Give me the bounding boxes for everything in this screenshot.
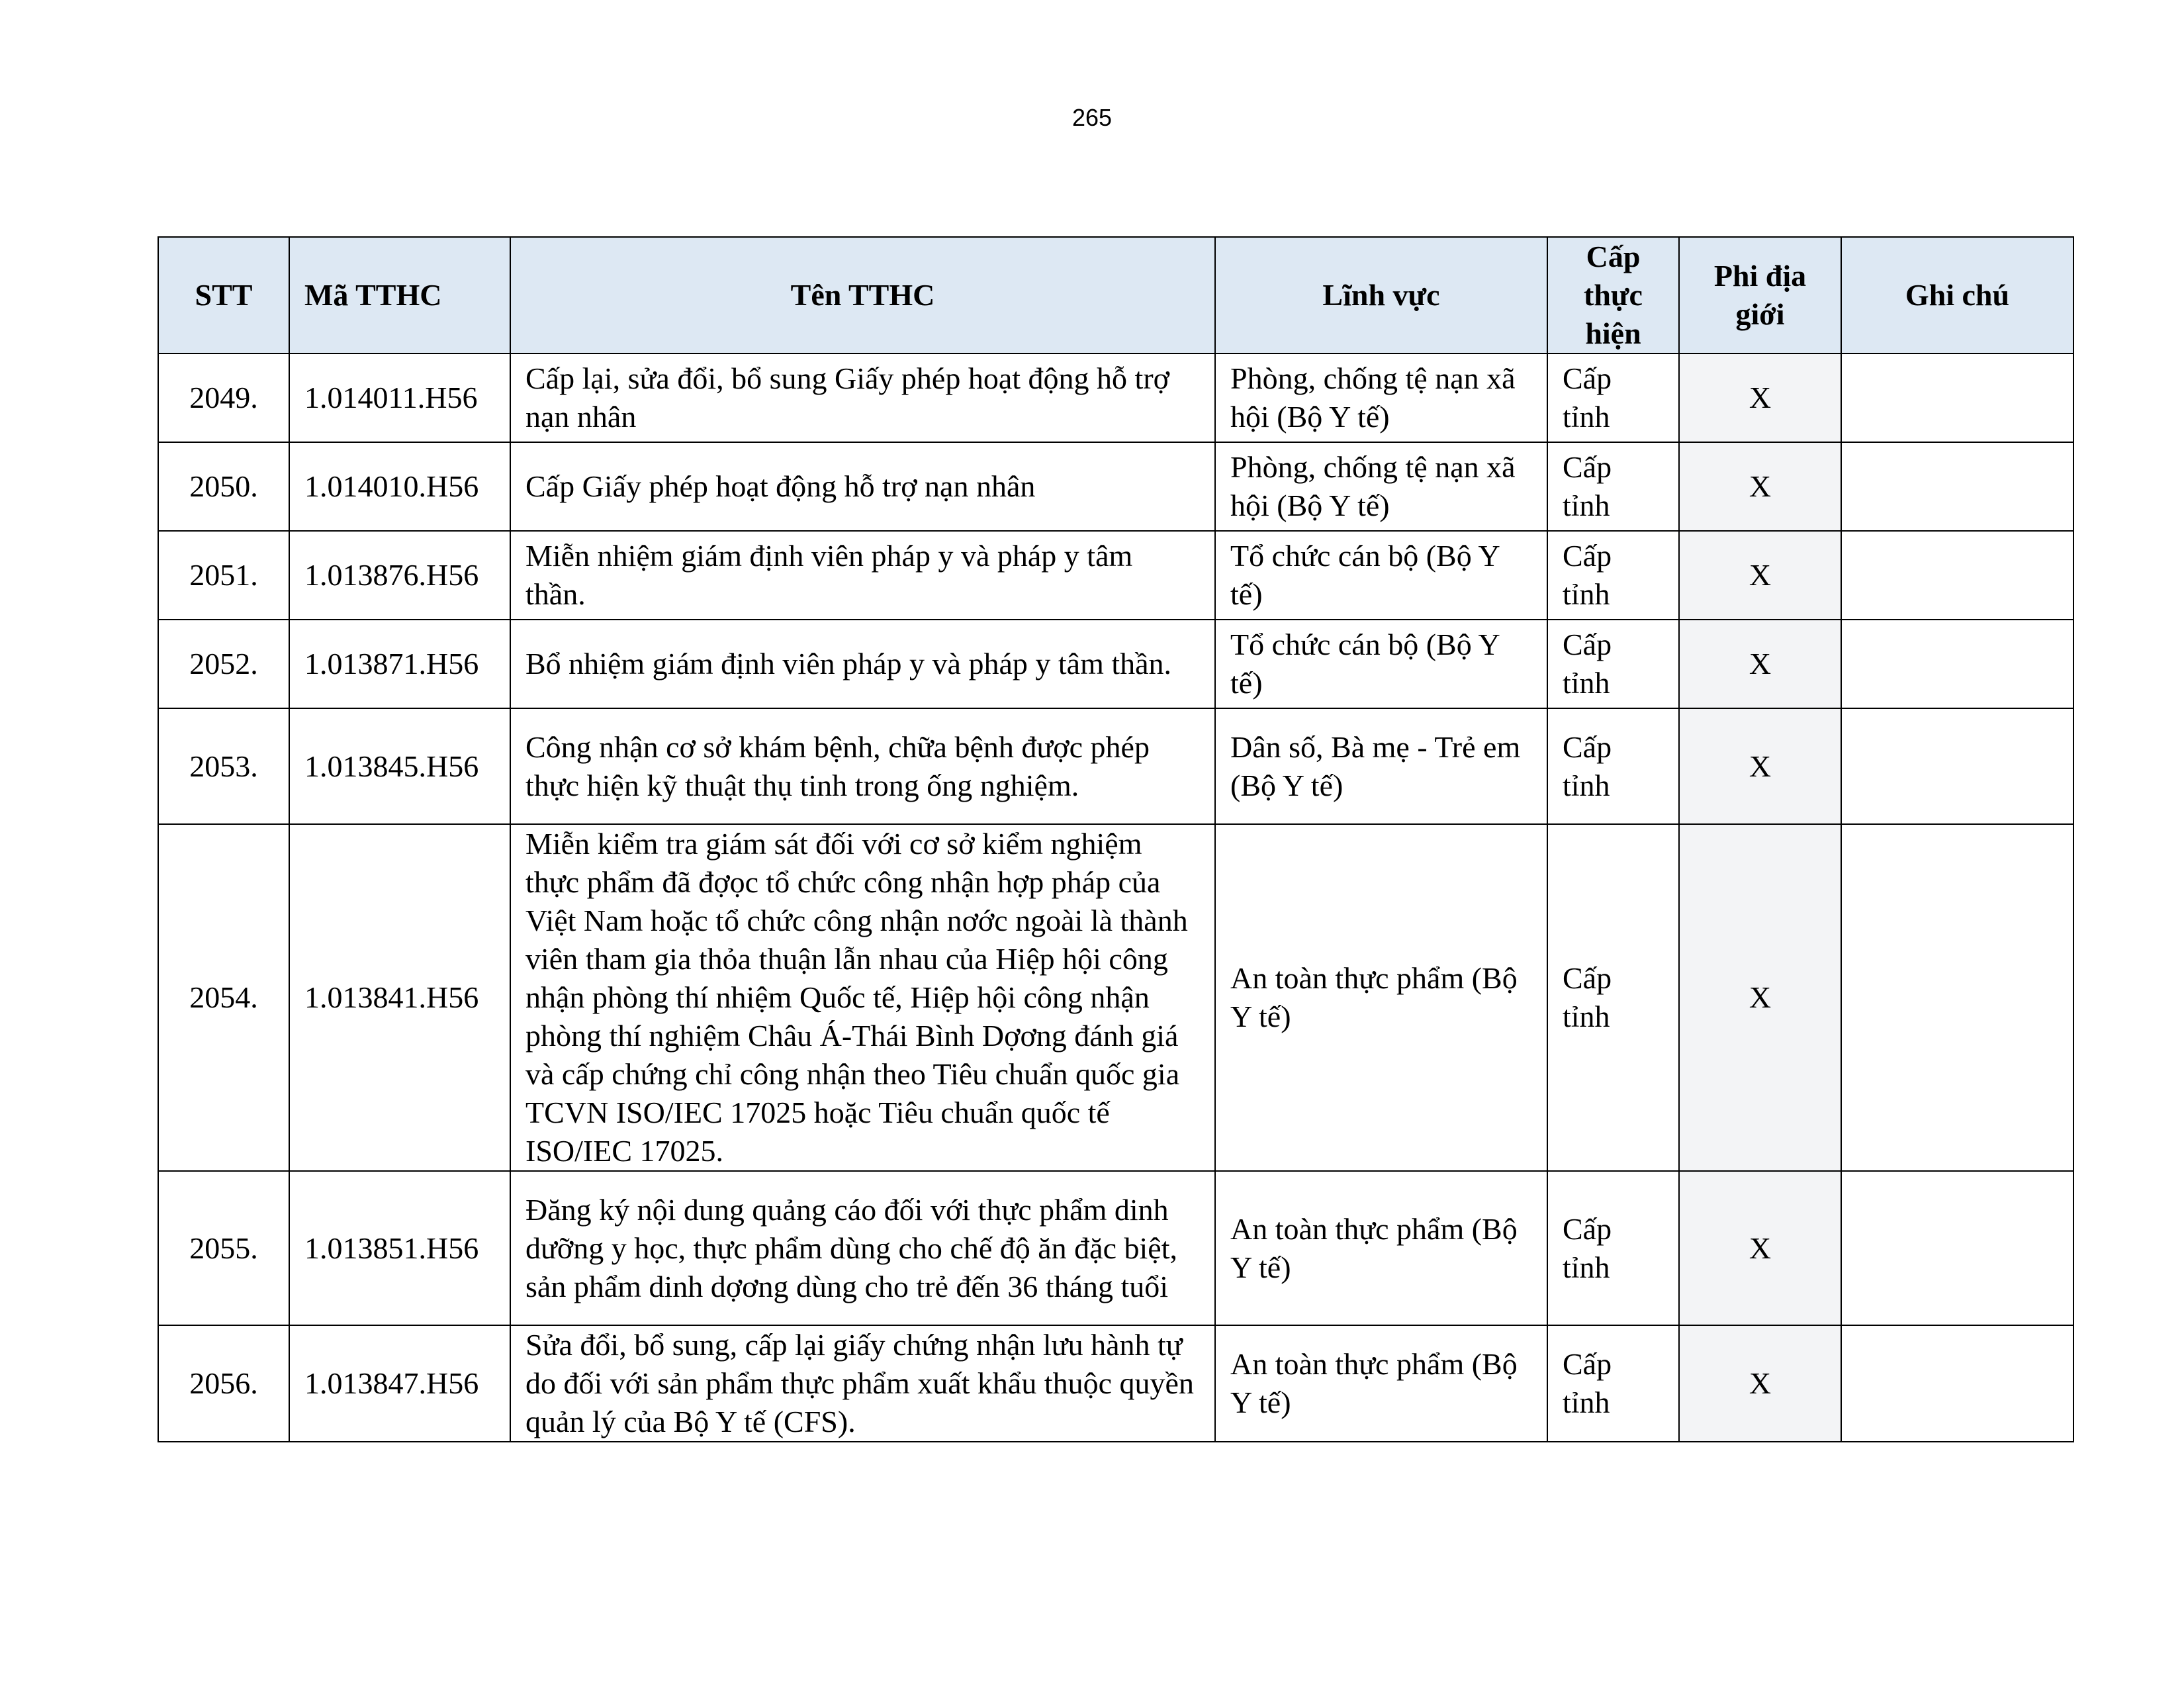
table-header-row: [158, 237, 2073, 353]
cell-ghi-chu: [1841, 824, 2073, 1171]
cell-ten-tthc: Cấp Giấy phép hoạt động hỗ trợ nạn nhân: [510, 442, 1215, 531]
cell-ghi-chu: [1841, 531, 2073, 620]
cell-stt: 2051.: [158, 531, 289, 620]
cell-phi-dia-gioi: X: [1679, 1171, 1841, 1325]
cell-ma-tthc: 1.013841.H56: [289, 824, 510, 1171]
cell-ten-tthc: Miễn nhiệm giám định viên pháp y và pháp y tâm thần.: [510, 531, 1215, 620]
cell-ten-tthc: Công nhận cơ sở khám bệnh, chữa bệnh được phép thực hiện kỹ thuật thụ tinh trong ống nghiệm.: [510, 708, 1215, 824]
table-row: [158, 442, 2073, 531]
cell-stt: 2050.: [158, 442, 289, 531]
cell-ten-tthc: Bổ nhiệm giám định viên pháp y và pháp y tâm thần.: [510, 620, 1215, 708]
cell-ma-tthc: 1.013845.H56: [289, 708, 510, 824]
cell-ghi-chu: [1841, 442, 2073, 531]
cell-linh-vuc: Phòng, chống tệ nạn xã hội (Bộ Y tế): [1215, 442, 1547, 531]
header-linh-vuc: Lĩnh vực: [1215, 237, 1547, 353]
cell-linh-vuc: Phòng, chống tệ nạn xã hội (Bộ Y tế): [1215, 353, 1547, 442]
cell-linh-vuc: An toàn thực phẩm (Bộ Y tế): [1215, 824, 1547, 1171]
cell-ten-tthc: Sửa đổi, bổ sung, cấp lại giấy chứng nhận lưu hành tự do đối với sản phẩm thực phẩm xuất khẩu thuộc quyền quản lý của Bộ Y tế (CFS).: [510, 1325, 1215, 1442]
cell-ten-tthc: Cấp lại, sửa đổi, bổ sung Giấy phép hoạt động hỗ trợ nạn nhân: [510, 353, 1215, 442]
header-cap-thuc-hien: Cấp thực hiện: [1547, 237, 1679, 353]
cell-phi-dia-gioi: X: [1679, 531, 1841, 620]
cell-phi-dia-gioi: X: [1679, 708, 1841, 824]
cell-linh-vuc: Tổ chức cán bộ (Bộ Y tế): [1215, 531, 1547, 620]
cell-cap-thuc-hien: Cấp tỉnh: [1547, 353, 1679, 442]
cell-cap-thuc-hien: Cấp tỉnh: [1547, 620, 1679, 708]
cell-cap-thuc-hien: Cấp tỉnh: [1547, 442, 1679, 531]
procedures-table: [158, 236, 2074, 1442]
cell-cap-thuc-hien: Cấp tỉnh: [1547, 824, 1679, 1171]
cell-ghi-chu: [1841, 620, 2073, 708]
cell-cap-thuc-hien: Cấp tỉnh: [1547, 1171, 1679, 1325]
table-row: [158, 353, 2073, 442]
header-ghi-chu: Ghi chú: [1841, 237, 2073, 353]
header-ma-tthc: Mã TTHC: [289, 237, 510, 353]
table-row: [158, 531, 2073, 620]
cell-ma-tthc: 1.014011.H56: [289, 353, 510, 442]
cell-stt: 2052.: [158, 620, 289, 708]
cell-ghi-chu: [1841, 353, 2073, 442]
cell-ma-tthc: 1.013851.H56: [289, 1171, 510, 1325]
cell-ghi-chu: [1841, 708, 2073, 824]
page-number: 265: [1071, 104, 1113, 131]
cell-stt: 2054.: [158, 824, 289, 1171]
cell-ten-tthc: Đăng ký nội dung quảng cáo đối với thực phẩm dinh dưỡng y học, thực phẩm dùng cho chế độ ăn đặc biệt, sản phẩm dinh dợơng dùng cho trẻ đến 36 tháng tuổi: [510, 1171, 1215, 1325]
cell-linh-vuc: An toàn thực phẩm (Bộ Y tế): [1215, 1325, 1547, 1442]
cell-cap-thuc-hien: Cấp tỉnh: [1547, 708, 1679, 824]
cell-stt: 2049.: [158, 353, 289, 442]
cell-phi-dia-gioi: X: [1679, 442, 1841, 531]
cell-phi-dia-gioi: X: [1679, 620, 1841, 708]
table-row: [158, 824, 2073, 1171]
cell-phi-dia-gioi: X: [1679, 1325, 1841, 1442]
cell-ma-tthc: 1.014010.H56: [289, 442, 510, 531]
cell-cap-thuc-hien: Cấp tỉnh: [1547, 1325, 1679, 1442]
cell-ma-tthc: 1.013871.H56: [289, 620, 510, 708]
cell-ma-tthc: 1.013847.H56: [289, 1325, 510, 1442]
cell-stt: 2053.: [158, 708, 289, 824]
cell-linh-vuc: Tổ chức cán bộ (Bộ Y tế): [1215, 620, 1547, 708]
cell-linh-vuc: An toàn thực phẩm (Bộ Y tế): [1215, 1171, 1547, 1325]
cell-ma-tthc: 1.013876.H56: [289, 531, 510, 620]
header-stt: STT: [158, 237, 289, 353]
cell-linh-vuc: Dân số, Bà mẹ - Trẻ em (Bộ Y tế): [1215, 708, 1547, 824]
cell-stt: 2056.: [158, 1325, 289, 1442]
table-row: [158, 708, 2073, 824]
table-row: [158, 1171, 2073, 1325]
cell-stt: 2055.: [158, 1171, 289, 1325]
table-row: [158, 620, 2073, 708]
header-ten-tthc: Tên TTHC: [510, 237, 1215, 353]
cell-ghi-chu: [1841, 1325, 2073, 1442]
cell-cap-thuc-hien: Cấp tỉnh: [1547, 531, 1679, 620]
cell-phi-dia-gioi: X: [1679, 824, 1841, 1171]
cell-ghi-chu: [1841, 1171, 2073, 1325]
table-row: [158, 1325, 2073, 1442]
cell-ten-tthc: Miễn kiểm tra giám sát đối với cơ sở kiểm nghiệm thực phẩm đã đợọc tổ chức công nhận hợp pháp của Việt Nam hoặc tổ chức công nhận nơớc ngoài là thành viên tham gia thỏa thuận lẫn nhau của Hiệp hội công nhận phòng thí nhiệm Quốc tế, Hiệp hội công nhận phòng thí nghiệm Châu Á-Thái Bình Dợơng đánh giá và cấp chứng chỉ công nhận theo Tiêu chuẩn quốc gia TCVN ISO/IEC 17025 hoặc Tiêu chuẩn quốc tế ISO/IEC 17025.: [510, 824, 1215, 1171]
cell-phi-dia-gioi: X: [1679, 353, 1841, 442]
header-phi-dia-gioi: Phi địa giới: [1679, 237, 1841, 353]
